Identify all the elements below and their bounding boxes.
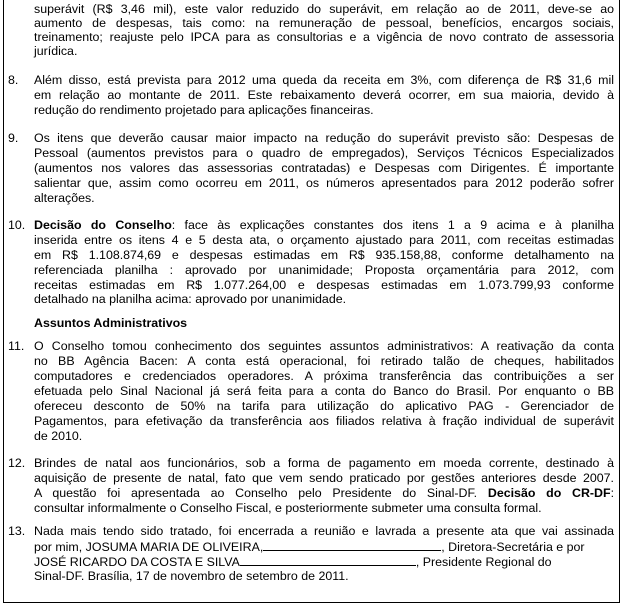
decision-label: Decisão do Conselho <box>34 218 172 232</box>
text-span: JOSÉ RICARDO DA COSTA E SILVA <box>34 555 240 569</box>
text-span: , Presidente Regional do <box>415 555 552 569</box>
text-span: : <box>610 486 615 500</box>
text-line: em R$ 1.108.874,69 e despesas estimadas em R$ 935.158,88, conforme detalhamento na <box>34 248 614 262</box>
text-line: inserida entre os itens 4 e 5 desta ata, o orçamento ajustado para 2011, com receitas estimadas <box>34 233 614 247</box>
item-number: 13. <box>8 524 26 538</box>
text-line: O Conselho tomou conhecimento dos seguintes assuntos administrativos: A reativação da conta <box>34 339 614 353</box>
text-line: jurídica. <box>34 44 78 58</box>
signature-blank <box>240 554 416 566</box>
text-line: Além disso, está prevista para 2012 uma queda da receita em 3%, com diferença de R$ 31,6 mil <box>34 73 614 87</box>
text-line: aquisição de presente de natal, fato que vem sendo praticado por gestões anteriores desde 2007. <box>34 471 614 485</box>
text-line: em relação ao montante de 2011. Este rebaixamento deverá ocorrer, em sua maioria, devido à <box>34 88 614 102</box>
signature-line <box>34 554 614 570</box>
text-line: (aumentos nos valores das assessorias contratadas) e Despesas com Dirigentes. É importante <box>34 161 614 175</box>
item-number: 10. <box>8 218 26 232</box>
text-line: Pagamentos, para efetivação da transferência aos filiados relativa à fração individual de superávit <box>34 414 614 428</box>
heading-text: Assuntos Administrativos <box>34 316 188 330</box>
item-number: 8. <box>8 73 19 87</box>
text-line: aumento de despesas, tais como: na remuneração de pessoal, benefícios, encargos sociais, <box>34 16 614 30</box>
text-line: no BB Agência Bacen: A conta está operacional, foi retirado talão de cheques, habilitados <box>34 354 614 368</box>
decision-label: Decisão do CR-DF <box>487 486 611 500</box>
section-heading <box>34 316 614 331</box>
text-span: por mim, JOSUMA MARIA DE OLIVEIRA, <box>34 540 264 554</box>
item-number: 12. <box>8 456 26 470</box>
item-number: 9. <box>8 131 19 145</box>
text-line: Os itens que deverão causar maior impacto na redução do superávit previsto são: Despesas de <box>34 131 614 145</box>
text-line: Sinal-DF. Brasília, 17 de novembro de setembro de 2011. <box>34 569 349 583</box>
text-line: salientar que, assim como ocorreu em 2011, os números apresentados para 2012 poderão sofrer <box>34 176 614 190</box>
text-line <box>34 218 614 233</box>
text-span: A questão foi apresentada ao Conselho pelo Presidente do Sinal-DF. <box>34 486 488 500</box>
text-span: : face às explicações constantes dos itens 1 a 9 acima e à planilha <box>171 218 614 232</box>
text-line: treinamento; reajuste pelo IPCA para as consultorias e a vigência de novo contrato de assessoria <box>34 30 614 44</box>
text-line: ofereceu desconto de 50% na tarifa para utilização do aplicativo PAG - Gerenciador de <box>34 399 614 413</box>
text-line: superávit (R$ 3,46 mil), este valor reduzido do superávit, em relação ao de 2011, deve-se ao <box>34 2 614 16</box>
text-line: alterações. <box>34 191 95 205</box>
text-line: detalhado na planilha acima: aprovado por unanimidade. <box>34 292 347 306</box>
item-number: 11. <box>8 339 25 353</box>
document-page <box>3 0 620 603</box>
text-line <box>34 486 614 501</box>
text-span: , Diretora-Secretária e por <box>441 540 585 554</box>
text-line: de 2010. <box>34 429 83 443</box>
text-line: receitas estimadas em R$ 1.077.264,00 e despesas estimadas em 1.073.799,93 conforme <box>34 278 614 292</box>
text-line: Nada mais tendo sido tratado, foi encerrada a reunião e lavrada a presente ata que vai assinada <box>34 524 614 538</box>
signature-line <box>34 539 614 555</box>
text-line: consultar informalmente o Conselho Fiscal, e posteriormente submeter uma consulta formal. <box>34 501 542 515</box>
text-line: computadores e credenciados operadores. A próxima transferência das contribuições a ser <box>34 369 614 383</box>
text-line: redução do rendimento projetado para aplicações financeiras. <box>34 103 374 117</box>
text-line: referenciada planilha : aprovado por unanimidade; Proposta orçamentária para 2012, com <box>34 263 614 277</box>
text-line: efetuada pelo Sinal Nacional já será feita para a conta do Banco do Brasil. Por enquanto o BB <box>34 384 614 398</box>
text-line: Pessoal (aumentos previstos para o quadro de empregados), Serviços Técnicos Especializados <box>34 146 614 160</box>
signature-blank <box>263 539 441 551</box>
text-line: Brindes de natal aos funcionários, sob a forma de pagamento em moeda corrente, destinado à <box>34 456 614 470</box>
